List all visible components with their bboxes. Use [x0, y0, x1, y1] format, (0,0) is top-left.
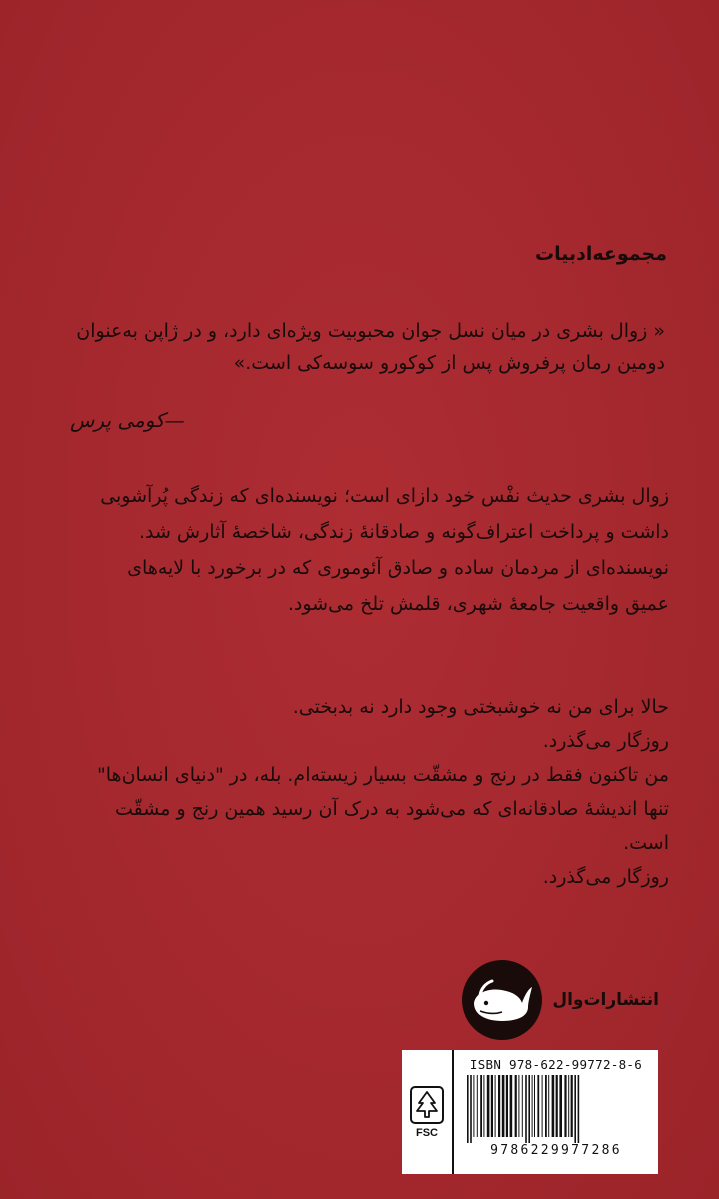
description-line: داشت و پرداخت اعتراف‌گونه و صادقانهٔ زندگی، شاخصهٔ آثارش شد. — [138, 521, 669, 543]
barcode-digits: 9786229977286 — [490, 1143, 622, 1158]
excerpt-line: حالا برای من نه خوشبختی وجود دارد نه بدبختی. — [292, 696, 669, 718]
description-line: زوال بشری حدیث نفْس خود دازای است؛ نویسنده‌ای که زندگی پُرآشوبی — [100, 485, 669, 507]
review-quote — [45, 315, 665, 379]
isbn-barcode — [454, 1050, 658, 1174]
book-description — [44, 478, 669, 622]
isbn-label: ISBN 978-622-99772-8-6 — [469, 1057, 643, 1072]
barcode-panel — [402, 1050, 658, 1174]
quote-line: « زوال بشری در میان نسل جوان محبوبیت ویژه‌ای دارد، و در ژاپن به‌عنوان — [76, 320, 665, 342]
excerpt-line: است. — [623, 832, 669, 854]
excerpt-line: من تاکنون فقط در رنج و مشقّت بسیار زیسته‌ام. بله، در "دنیای انسان‌ها" — [97, 764, 669, 786]
fsc-mark — [402, 1050, 454, 1174]
barcode-bars — [463, 1075, 649, 1143]
excerpt-line: روزگار می‌گذرد. — [542, 730, 669, 752]
description-line: عمیق واقعیت جامعهٔ شهری، قلمش تلخ می‌شود. — [287, 593, 669, 615]
publisher-block — [462, 958, 659, 1042]
whale-icon — [462, 960, 542, 1040]
quote-author: —کومی پرس — [70, 408, 185, 432]
description-line: نویسنده‌ای از مردمان ساده و صادق آئوموری که در برخورد با لایه‌های — [127, 557, 669, 579]
quote-line: دومین رمان پرفروش پس از کوکورو سوسه‌کی است.» — [233, 352, 665, 374]
excerpt-line: تنها اندیشهٔ صادقانه‌ای که می‌شود به درک آن رسید همین رنج و مشقّت — [115, 798, 669, 820]
fsc-label: FSC — [416, 1126, 438, 1139]
excerpt-line: روزگار می‌گذرد. — [542, 866, 669, 888]
fsc-tree-icon — [410, 1086, 444, 1124]
publisher-name: انتشارات‌وال — [552, 990, 659, 1010]
series-title: مجموعه‌ادبیات — [535, 243, 667, 265]
book-excerpt — [44, 690, 669, 894]
